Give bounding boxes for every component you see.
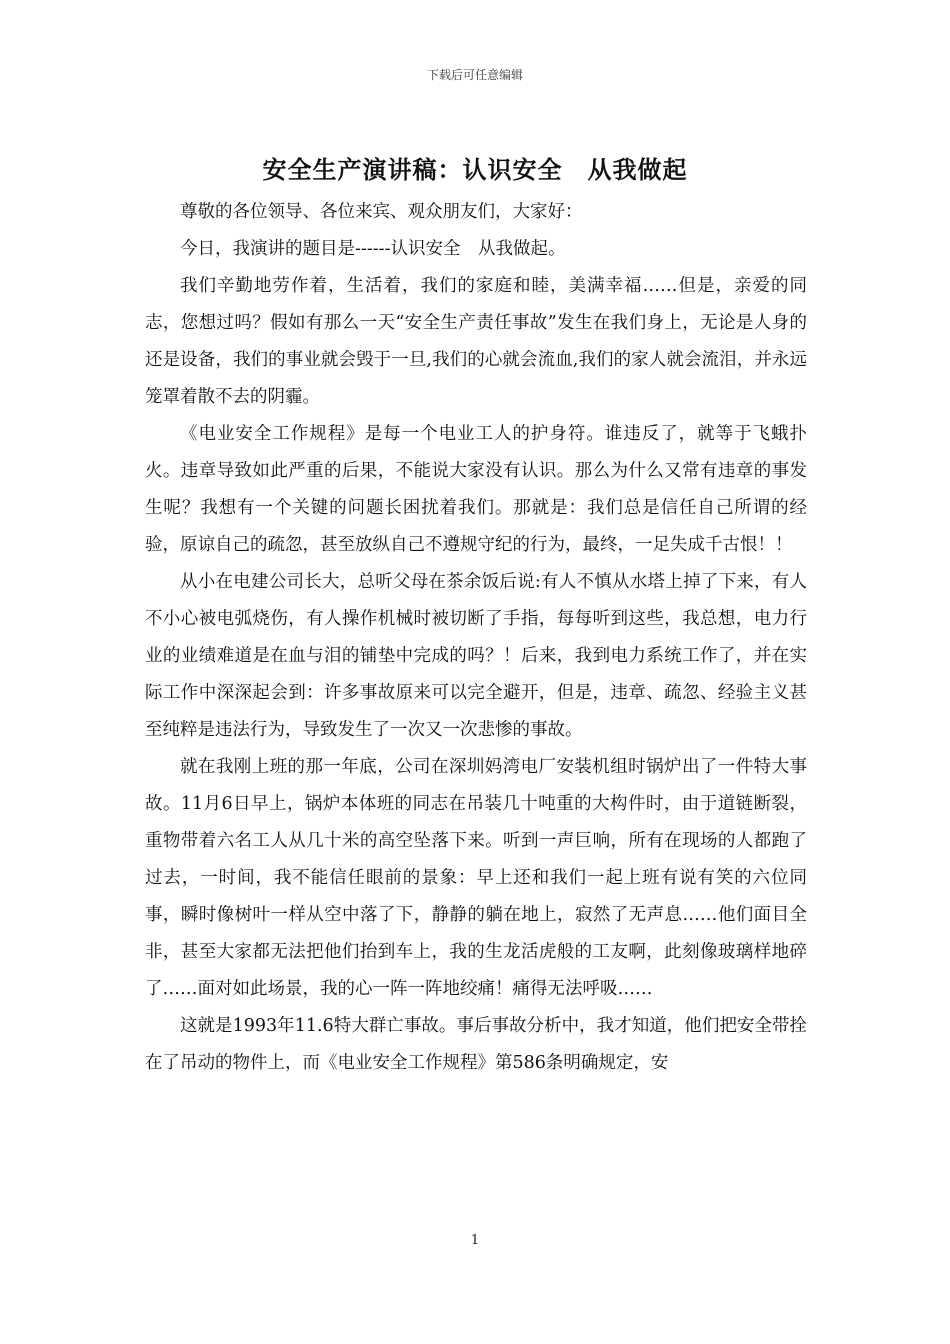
page-header: 下载后可任意编辑 [426, 68, 523, 82]
paragraph: 从小在电建公司长大，总听父母在茶余饭后说:有人不慎从水塔上掉了下来，有人不小心被电弧烧伤，有人操作机械时被切断了手指，每每听到这些，我总想，电力行业的业绩难道是在血与泪的铺垫中完成的吗？！后来，我到电力系统工作了，并在实际工作中深深起会到：许多事故原来可以完全避开，但是，违章、疏忽、经验主义甚至纯粹是违法行为，导致发生了一次又一次悲惨的事故。 [145, 572, 807, 740]
paragraph: 就在我刚上班的那一年底，公司在深圳妈湾电厂安装机组时锅炉出了一件特大事故。11月6日早上，锅炉本体班的同志在吊装几十吨重的大构件时，由于道链断裂，重物带着六名工人从几十米的高空坠落下来。听到一声巨响，所有在现场的人都跑了过去，一时间，我不能信任眼前的景象：早上还和我们一起上班有说有笑的六位同事，瞬时像树叶一样从空中落了下，静静的躺在地上，寂然了无声息……他们面目全非，甚至大家都无法把他们抬到车上，我的生龙活虎般的工友啊，此刻像玻璃样地碎了……面对如此场景，我的心一阵一阵地绞痛！痛得无法呼吸…… [145, 757, 807, 999]
paragraph-topic: 今日，我演讲的题目是------认识安全 从我做起。 [180, 239, 566, 259]
page-number: 1 [470, 1233, 480, 1248]
paragraph: 我们辛勤地劳作着，生活着，我们的家庭和睦，美满幸福……但是，亲爱的同志，您想过吗？假如有那么一天“安全生产责任事故”发生在我们身上，无论是人身的还是设备，我们的事业就会毁于一旦,我们的心就会流血,我们的家人就会流泪，并永远笼罩着散不去的阴霾。 [145, 276, 807, 407]
paragraph: 《电业安全工作规程》是每一个电业工人的护身符。谁违反了，就等于飞蛾扑火。违章导致如此严重的后果，不能说大家没有认识。那么为什么又常有违章的事发生呢？我想有一个关键的问题长困扰着我们。那就是：我们总是信任自己所谓的经验，原谅自己的疏忽，甚至放纵自己不遵规守纪的行为，最终，一足失成千古恨！！ [145, 424, 807, 555]
paragraph: 这就是1993年11.6特大群亡事故。事后事故分析中，我才知道，他们把安全带拴在了吊动的物件上，而《电业安全工作规程》第586条明确规定，安 [145, 1016, 807, 1073]
paragraph-greeting: 尊敬的各位领导、各位来宾、观众朋友们，大家好： [180, 202, 583, 222]
document-body [145, 194, 807, 1082]
document-title: 安全生产演讲稿：认识安全 从我做起 [262, 156, 688, 184]
